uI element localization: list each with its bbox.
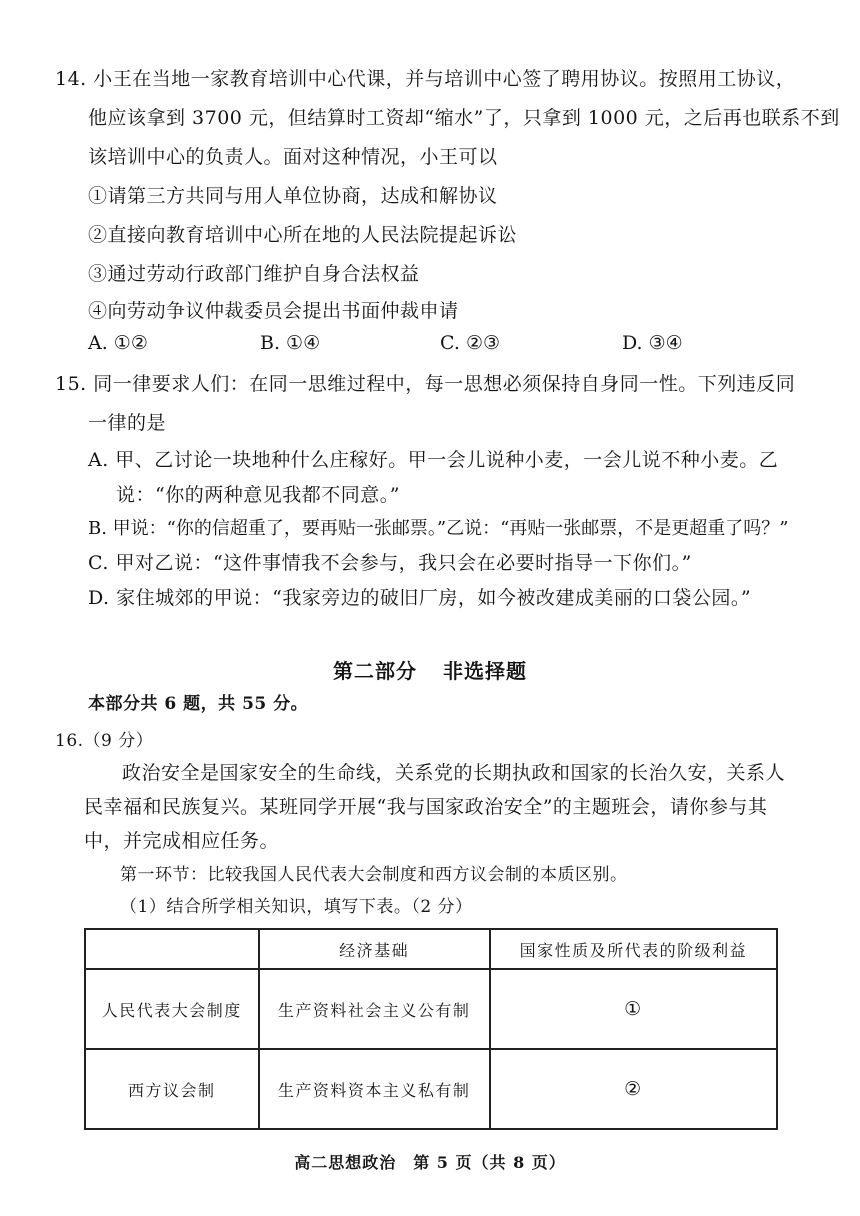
q15-option-a-line-2: 说：“你的两种意见我都不同意。”: [116, 484, 400, 506]
q16-header: 16.（9 分）: [55, 731, 154, 751]
q14-statement-2: ②直接向教育培训中心所在地的人民法院提起诉讼: [88, 224, 518, 246]
q16-para-line-1: 政治安全是国家安全的生命线，关系党的长期执政和国家的长治久安，关系人: [122, 762, 786, 784]
table-cell: 人民代表大会制度: [85, 969, 259, 1049]
answer-blank-2: ②: [490, 1049, 777, 1129]
q14-option-d: D. ③④: [622, 332, 683, 354]
q14-options: [88, 332, 788, 358]
q15-option-d: D. 家住城郊的甲说：“我家旁边的破旧厂房，如今被改建成美丽的口袋公园。”: [88, 587, 752, 609]
q14-statement-3: ③通过劳动行政部门维护自身合法权益: [88, 263, 420, 285]
q15-option-b: B. 甲说：“你的信超重了，要再贴一张邮票。”乙说：“再贴一张邮票，不是更超重了吗？”: [88, 518, 789, 539]
table-cell: 生产资料社会主义公有制: [259, 969, 490, 1049]
table-row: [85, 969, 777, 1049]
part2-intro: 本部分共 6 题，共 55 分。: [88, 694, 309, 714]
table-cell: 生产资料资本主义私有制: [259, 1049, 490, 1129]
q14-statement-4: ④向劳动争议仲裁委员会提出书面仲裁申请: [88, 300, 459, 322]
q15-option-a-line-1: A. 甲、乙讨论一块地种什么庄稼好。甲一会儿说种小麦，一会儿说不种小麦。乙: [88, 449, 779, 471]
table-header-cell: 经济基础: [259, 929, 490, 969]
comparison-table: [84, 928, 778, 1130]
q14-option-c: C. ②③: [440, 332, 501, 354]
q15-option-c: C. 甲对乙说：“这件事情我不会参与，我只会在必要时指导一下你们。”: [88, 552, 692, 574]
q16-para-line-3: 中，并完成相应任务。: [84, 830, 280, 852]
q14-option-b: B. ①④: [260, 332, 321, 354]
part2-title: [0, 655, 860, 684]
table-row: [85, 1049, 777, 1129]
table-header-row: [85, 929, 777, 969]
q15-line-2: 一律的是: [88, 412, 167, 434]
q16-para-line-2: 民幸福和民族复兴。某班同学开展“我与国家政治安全”的主题班会，请你参与其: [84, 796, 768, 818]
q14-option-a: A. ①②: [88, 332, 148, 354]
q14-statement-1: ①请第三方共同与用人单位协商，达成和解协议: [88, 185, 498, 207]
q15-line-1: 15. 同一律要求人们：在同一思维过程中，每一思想必须保持自身同一性。下列违反同: [55, 373, 796, 395]
q16-task1: （1）结合所学相关知识，填写下表。（2 分）: [120, 897, 473, 917]
answer-blank-1: ①: [490, 969, 777, 1049]
table-header-cell: 国家性质及所代表的阶级利益: [490, 929, 777, 969]
page-footer: 高二思想政治 第 5 页（共 8 页）: [294, 1153, 566, 1172]
part2-title-b: 非选择题: [443, 659, 527, 683]
q14-line-2: 他应该拿到 3700 元，但结算时工资却“缩水”了，只拿到 1000 元，之后再也联系不到: [88, 107, 840, 129]
q14-line-3: 该培训中心的负责人。面对这种情况，小王可以: [88, 146, 498, 168]
q16-step1: 第一环节：比较我国人民代表大会制度和西方议会制的本质区别。: [120, 865, 628, 885]
q14-line-1: 14. 小王在当地一家教育培训中心代课，并与培训中心签了聘用协议。按照用工协议，: [55, 68, 796, 90]
table-header-cell: [85, 929, 259, 969]
table-cell: 西方议会制: [85, 1049, 259, 1129]
part2-title-a: 第二部分: [333, 659, 417, 683]
